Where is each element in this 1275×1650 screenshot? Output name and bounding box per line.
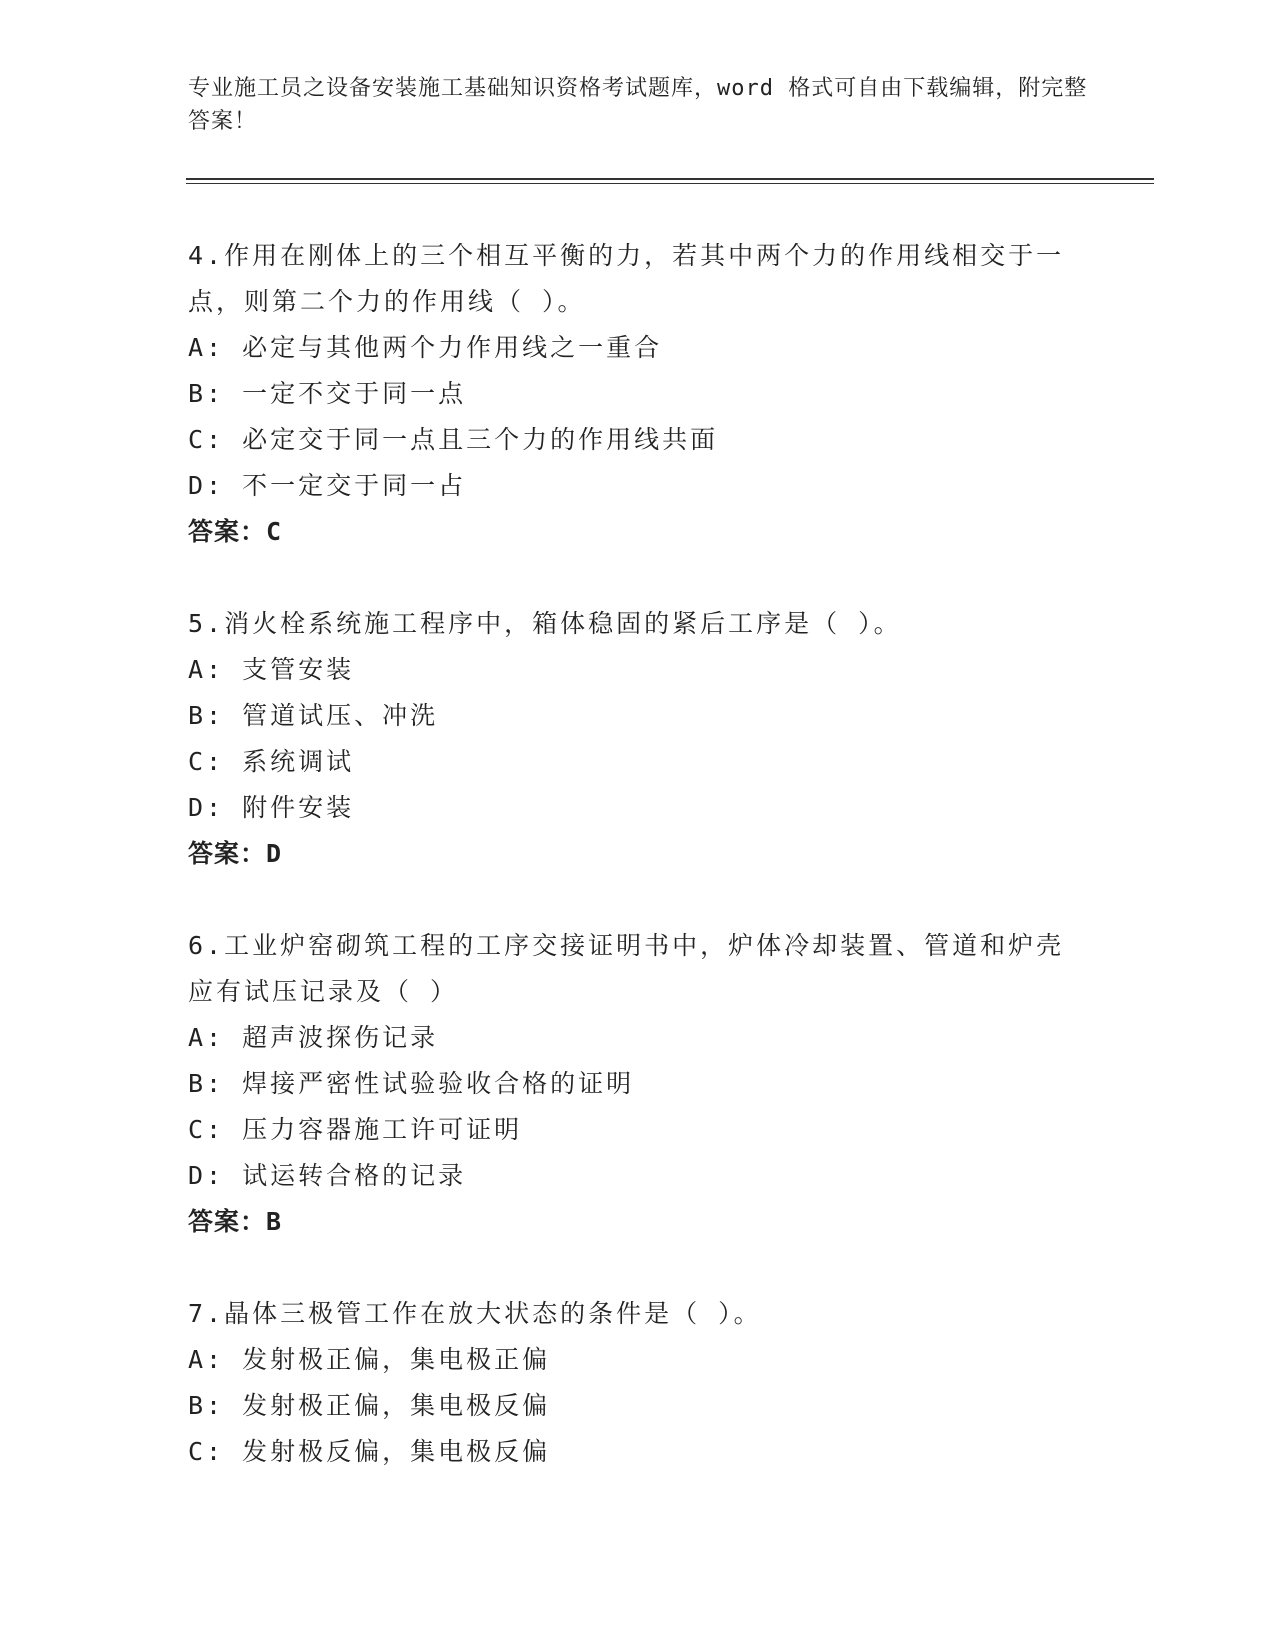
question-7 <box>188 1291 1068 1475</box>
option-b: B: 发射极正偏，集电极反偏 <box>188 1391 551 1420</box>
option-d: D: 不一定交于同一占 <box>188 471 467 500</box>
question-text: 7.晶体三极管工作在放大状态的条件是（ ）。 <box>188 1299 762 1328</box>
option-b: B: 焊接严密性试验验收合格的证明 <box>188 1069 635 1098</box>
document-header: 专业施工员之设备安装施工基础知识资格考试题库，word 格式可自由下载编辑，附完整答案！ <box>188 76 1088 134</box>
answer: 答案：B <box>188 1207 283 1236</box>
option-a: A: 发射极正偏，集电极正偏 <box>188 1345 551 1374</box>
option-c: C: 发射极反偏，集电极反偏 <box>188 1437 551 1466</box>
question-5 <box>188 601 1068 877</box>
question-4 <box>188 233 1068 555</box>
option-b: B: 一定不交于同一点 <box>188 379 467 408</box>
option-d: D: 附件安装 <box>188 793 355 822</box>
answer: 答案：C <box>188 517 283 546</box>
question-6 <box>188 923 1068 1245</box>
header-divider <box>186 178 1154 184</box>
option-a: A: 支管安装 <box>188 655 355 684</box>
option-c: C: 压力容器施工许可证明 <box>188 1115 523 1144</box>
option-c: C: 必定交于同一点且三个力的作用线共面 <box>188 425 719 454</box>
option-c: C: 系统调试 <box>188 747 355 776</box>
question-text: 5.消火栓系统施工程序中，箱体稳固的紧后工序是（ ）。 <box>188 609 902 638</box>
option-b: B: 管道试压、冲洗 <box>188 701 439 730</box>
question-text: 6.工业炉窑砌筑工程的工序交接证明书中，炉体冷却装置、管道和炉壳应有试压记录及（ ） <box>188 931 1065 1006</box>
option-a: A: 超声波探伤记录 <box>188 1023 439 1052</box>
option-d: D: 试运转合格的记录 <box>188 1161 467 1190</box>
question-text: 4.作用在刚体上的三个相互平衡的力，若其中两个力的作用线相交于一点，则第二个力的作用线（ ）。 <box>188 241 1065 316</box>
option-a: A: 必定与其他两个力作用线之一重合 <box>188 333 663 362</box>
answer: 答案：D <box>188 839 283 868</box>
question-list <box>188 233 1068 1521</box>
